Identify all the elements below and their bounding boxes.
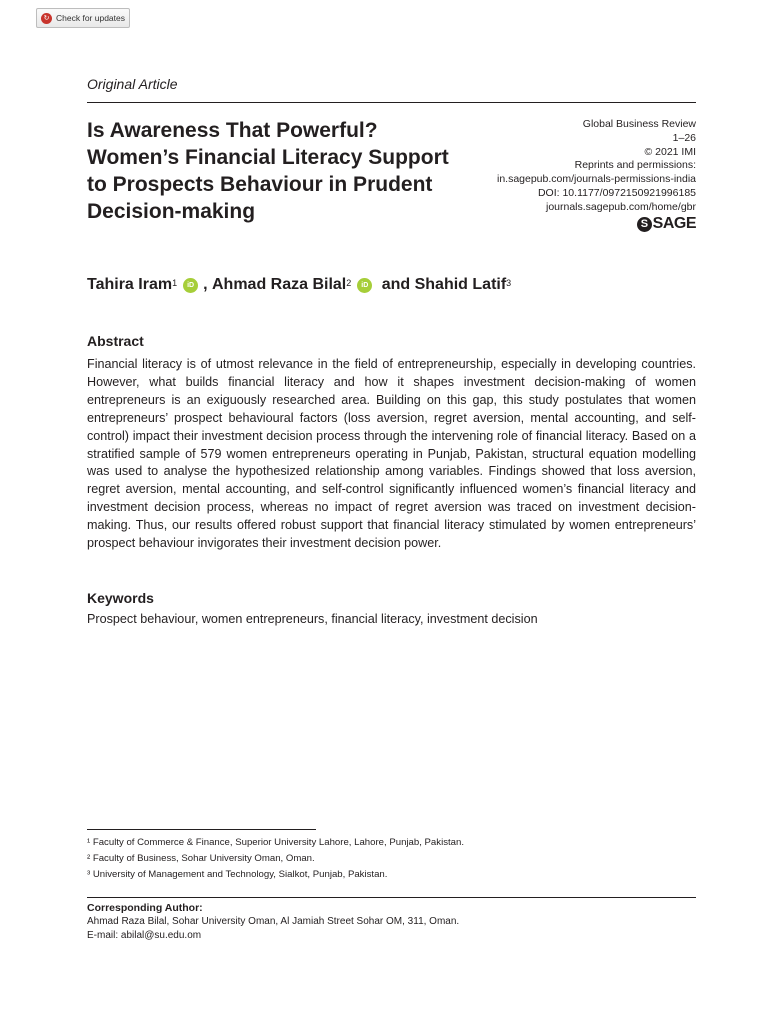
orcid-icon[interactable]: iD [183,278,198,293]
abstract-text: Financial literacy is of utmost relevance in the field of entrepreneurship, especially in developing countries. However, what builds financial literacy and how it shapes investment decision-making of women entrepreneurs is an exiguously researched area. Building on this gap, this study postulates that women entrepreneurs’ prospect behavioural factors (loss aversion, regret aversion, mental accounting, and self-control) impact their investment decision process through the intervening role of financial literacy. Based on a stratified sample of 579 women entrepreneurs operating in Punjab, Pakistan, structural equation modelling was used to analyse the hypothesized relationship among variables. Findings showed that loss aversion, regret aversion, mental accounting, and self-control significantly influenced women’s financial literacy and investment decision process, whereas no impact of regret aversion was traced on investment decision-making. Thus, our results offered robust support that financial literacy stimulated by women entrepreneurs’ prospect behaviour invigorates their investment decision power. [87,357,696,551]
abstract-heading: Abstract [87,333,144,349]
corresponding-rule [87,897,696,898]
author-name: Shahid Latif [414,276,507,293]
corresponding-heading: Corresponding Author: [87,902,203,914]
affiliation-marker: 3 [506,278,512,288]
title-line: Women’s Financial Literacy Support [87,146,449,169]
journal-info [497,118,696,215]
update-icon: ↻ [41,13,52,24]
author-separator: and [377,276,415,293]
corresponding-address: Ahmad Raza Bilal, Sohar University Oman, Al Jamiah Street Sohar OM, 311, Oman. [87,916,460,927]
check-for-updates-button[interactable] [36,8,130,28]
article-type: Original Article [87,76,178,92]
sage-logo [637,215,696,233]
author-list [87,276,511,294]
title-line: to Prospects Behaviour in Prudent [87,173,433,196]
header-rule [87,102,696,103]
author-separator: , [203,276,212,293]
affiliation-item: ² Faculty of Business, Sohar University Oman, Oman. [87,853,315,864]
keywords-heading: Keywords [87,590,154,606]
reprints-label: Reprints and permissions: [574,159,696,172]
doi-link[interactable]: DOI: 10.1177/0972150921996185 [537,186,696,199]
affiliation-item: ³ University of Management and Technology, Sialkot, Punjab, Pakistan. [87,869,388,880]
orcid-icon[interactable]: iD [357,278,372,293]
affiliation-item: ¹ Faculty of Commerce & Finance, Superior University Lahore, Lahore, Punjab, Pakistan. [87,837,464,848]
article-title [87,117,507,225]
sage-logo-text: SAGE [652,215,696,232]
affiliation-marker: 1 [172,278,178,288]
journal-name: Global Business Review [582,118,696,130]
sage-s-icon: S [637,217,652,232]
check-for-updates-label: Check for updates [56,13,125,23]
author-name: Ahmad Raza Bilal [211,276,347,293]
corresponding-email[interactable]: E-mail: abilal@su.edu.om [87,930,202,941]
title-line: Decision-making [87,200,256,223]
corresponding-author [87,901,459,943]
affiliations [87,835,464,883]
footnote-rule [87,829,316,830]
author-name: Tahira Iram [87,276,173,293]
copyright: © 2021 IMI [644,145,696,158]
keywords-text: Prospect behaviour, women entrepreneurs, financial literacy, investment decision [87,612,538,626]
journal-home-link[interactable]: journals.sagepub.com/home/gbr [545,200,696,213]
title-line: Is Awareness That Powerful? [87,119,378,142]
affiliation-marker: 2 [346,278,352,288]
permissions-link[interactable]: in.sagepub.com/journals-permissions-india [496,173,696,186]
page-range: 1–26 [672,131,696,144]
